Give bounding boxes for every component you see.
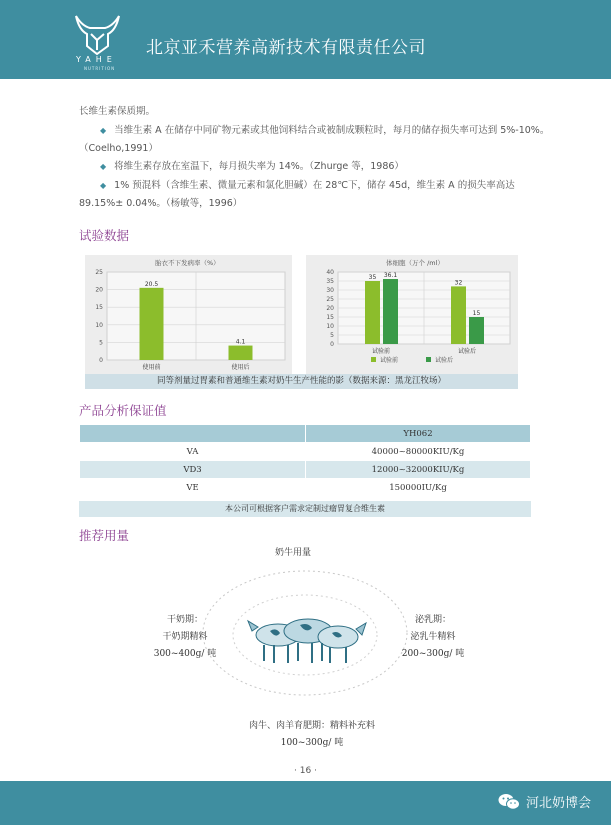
chart-2-panel: [306, 255, 518, 375]
diamond-bullet-icon: ◆: [100, 181, 107, 190]
legend-swatch: [371, 357, 376, 362]
lactation-title: 泌乳期：: [414, 615, 451, 625]
spec-item-value: 40000~80000KIU/Kg: [306, 443, 531, 461]
bullet-1-text: 当维生素 A 在储存中同矿物元素或其他饲料结合或被制成颗粒时，每月的储存损失率可达到 5%-10%。: [114, 125, 550, 136]
cow-herd-icon: [248, 619, 366, 663]
page-number: · 16 ·: [294, 766, 317, 776]
x-tick-label: 试验后: [457, 348, 477, 355]
y-tick-label: 20: [95, 286, 103, 294]
bullet-1: [100, 124, 549, 138]
chart-caption: 同等剂量过胃素和普通维生素对奶牛生产性能的影（数据来源：黑龙江牧场）: [85, 374, 518, 389]
chart-2: [306, 255, 518, 375]
y-tick-label: 20: [326, 305, 334, 312]
spec-item-value: 150000IU/Kg: [306, 479, 531, 497]
spec-item-value: 12000~32000KIU/Kg: [306, 461, 531, 479]
fattening-title: 肉牛、肉羊育肥期：精料补充料: [248, 721, 375, 731]
x-tick-label: 试验前: [371, 348, 391, 355]
y-tick-label: 0: [330, 341, 334, 348]
diamond-bullet-icon: ◆: [100, 126, 107, 135]
spec-item-name: VE: [80, 479, 306, 497]
y-tick-label: 5: [99, 339, 103, 347]
bar: [229, 346, 253, 360]
watermark-text: 河北奶博会: [525, 796, 591, 811]
spec-item-name: VA: [80, 443, 306, 461]
logo-subtext: NUTRITION: [84, 66, 116, 71]
section-title-analysis: 产品分析保证值: [79, 403, 167, 418]
lactation-amount: 200~300g/ 吨: [401, 649, 465, 659]
data-label: 20.5: [144, 280, 159, 288]
table-row: [80, 443, 531, 461]
bullet-2: [100, 160, 404, 174]
dosage-center-label: 奶牛用量: [275, 548, 312, 558]
spec-note: 本公司可根据客户需求定制过瘤胃复合维生素: [79, 501, 531, 517]
section-title-test-data: 试验数据: [79, 228, 130, 243]
spec-header-blank: [80, 425, 306, 443]
bullet-3-text: 1% 预混料（含维生素、微量元素和氯化胆碱）在 28℃下，储存 45d，维生素 A 的损失率高达: [114, 180, 515, 191]
dosage-fattening: [232, 718, 392, 752]
chart-1: [85, 255, 292, 375]
wechat-watermark: [498, 792, 591, 811]
chart-1-panel: [85, 255, 292, 375]
x-tick-label: 使用后: [231, 364, 250, 371]
y-tick-label: 10: [326, 323, 334, 330]
y-tick-label: 0: [99, 357, 103, 364]
x-tick-label: 使用前: [142, 364, 161, 371]
y-tick-label: 35: [326, 278, 334, 285]
table-row: [80, 461, 531, 479]
diamond-bullet-icon: ◆: [100, 162, 107, 171]
y-tick-label: 40: [326, 269, 334, 276]
dosage-dry-period: [150, 612, 220, 663]
y-tick-label: 30: [326, 287, 334, 294]
data-label: 36.1: [383, 272, 398, 280]
y-tick-label: 5: [330, 332, 334, 339]
bullet-3: [100, 179, 515, 193]
chart-1-title: 胎衣不下发病率（%）: [155, 259, 220, 267]
intro-line: 长维生素保质期。: [79, 106, 156, 117]
data-label: 35: [368, 274, 377, 281]
legend-label: 试验后: [435, 357, 454, 364]
y-tick-label: 25: [95, 269, 103, 276]
bar: [469, 317, 484, 344]
spec-header-product: YH062: [306, 425, 531, 443]
lactation-feed: 泌乳牛精料: [410, 632, 456, 642]
fattening-amount: 100~300g/ 吨: [280, 738, 344, 748]
legend-label: 试验前: [380, 357, 399, 364]
legend-swatch: [426, 357, 431, 362]
bullet-1-cont: （Coelho,1991）: [79, 143, 158, 154]
bar: [140, 288, 164, 360]
data-label: 15: [472, 310, 481, 317]
data-label: 4.1: [235, 338, 246, 346]
table-row: [80, 479, 531, 497]
dry-period-amount: 300~400g/ 吨: [153, 649, 217, 659]
y-tick-label: 15: [326, 314, 334, 321]
bullet-3-cont: 89.15%± 0.04%。（杨敏等，1996）: [79, 198, 243, 209]
company-name: 北京亚禾营养高新技术有限责任公司: [146, 38, 426, 58]
dosage-diagram: [200, 565, 410, 715]
bar: [451, 286, 466, 344]
bar: [383, 279, 398, 344]
spec-table: [79, 424, 531, 497]
logo-text: YAHE: [76, 55, 117, 64]
wechat-icon: [498, 793, 520, 811]
y-tick-label: 25: [326, 296, 334, 303]
spec-table-header-row: [80, 425, 531, 443]
spec-item-name: VD3: [80, 461, 306, 479]
dry-period-feed: 干奶期精料: [162, 632, 208, 642]
dry-period-title: 干奶期：: [166, 615, 203, 625]
data-label: 32: [454, 279, 463, 287]
bar: [365, 281, 380, 344]
bullet-2-text: 将维生素存放在室温下，每月损失率为 14%。（Zhurge 等，1986）: [114, 161, 404, 172]
section-title-dosage: 推荐用量: [79, 528, 130, 543]
dosage-lactation: [398, 612, 468, 663]
y-tick-label: 10: [95, 321, 103, 329]
chart-2-title: 体细胞（万个 /ml）: [386, 259, 444, 267]
y-tick-label: 15: [95, 304, 103, 312]
